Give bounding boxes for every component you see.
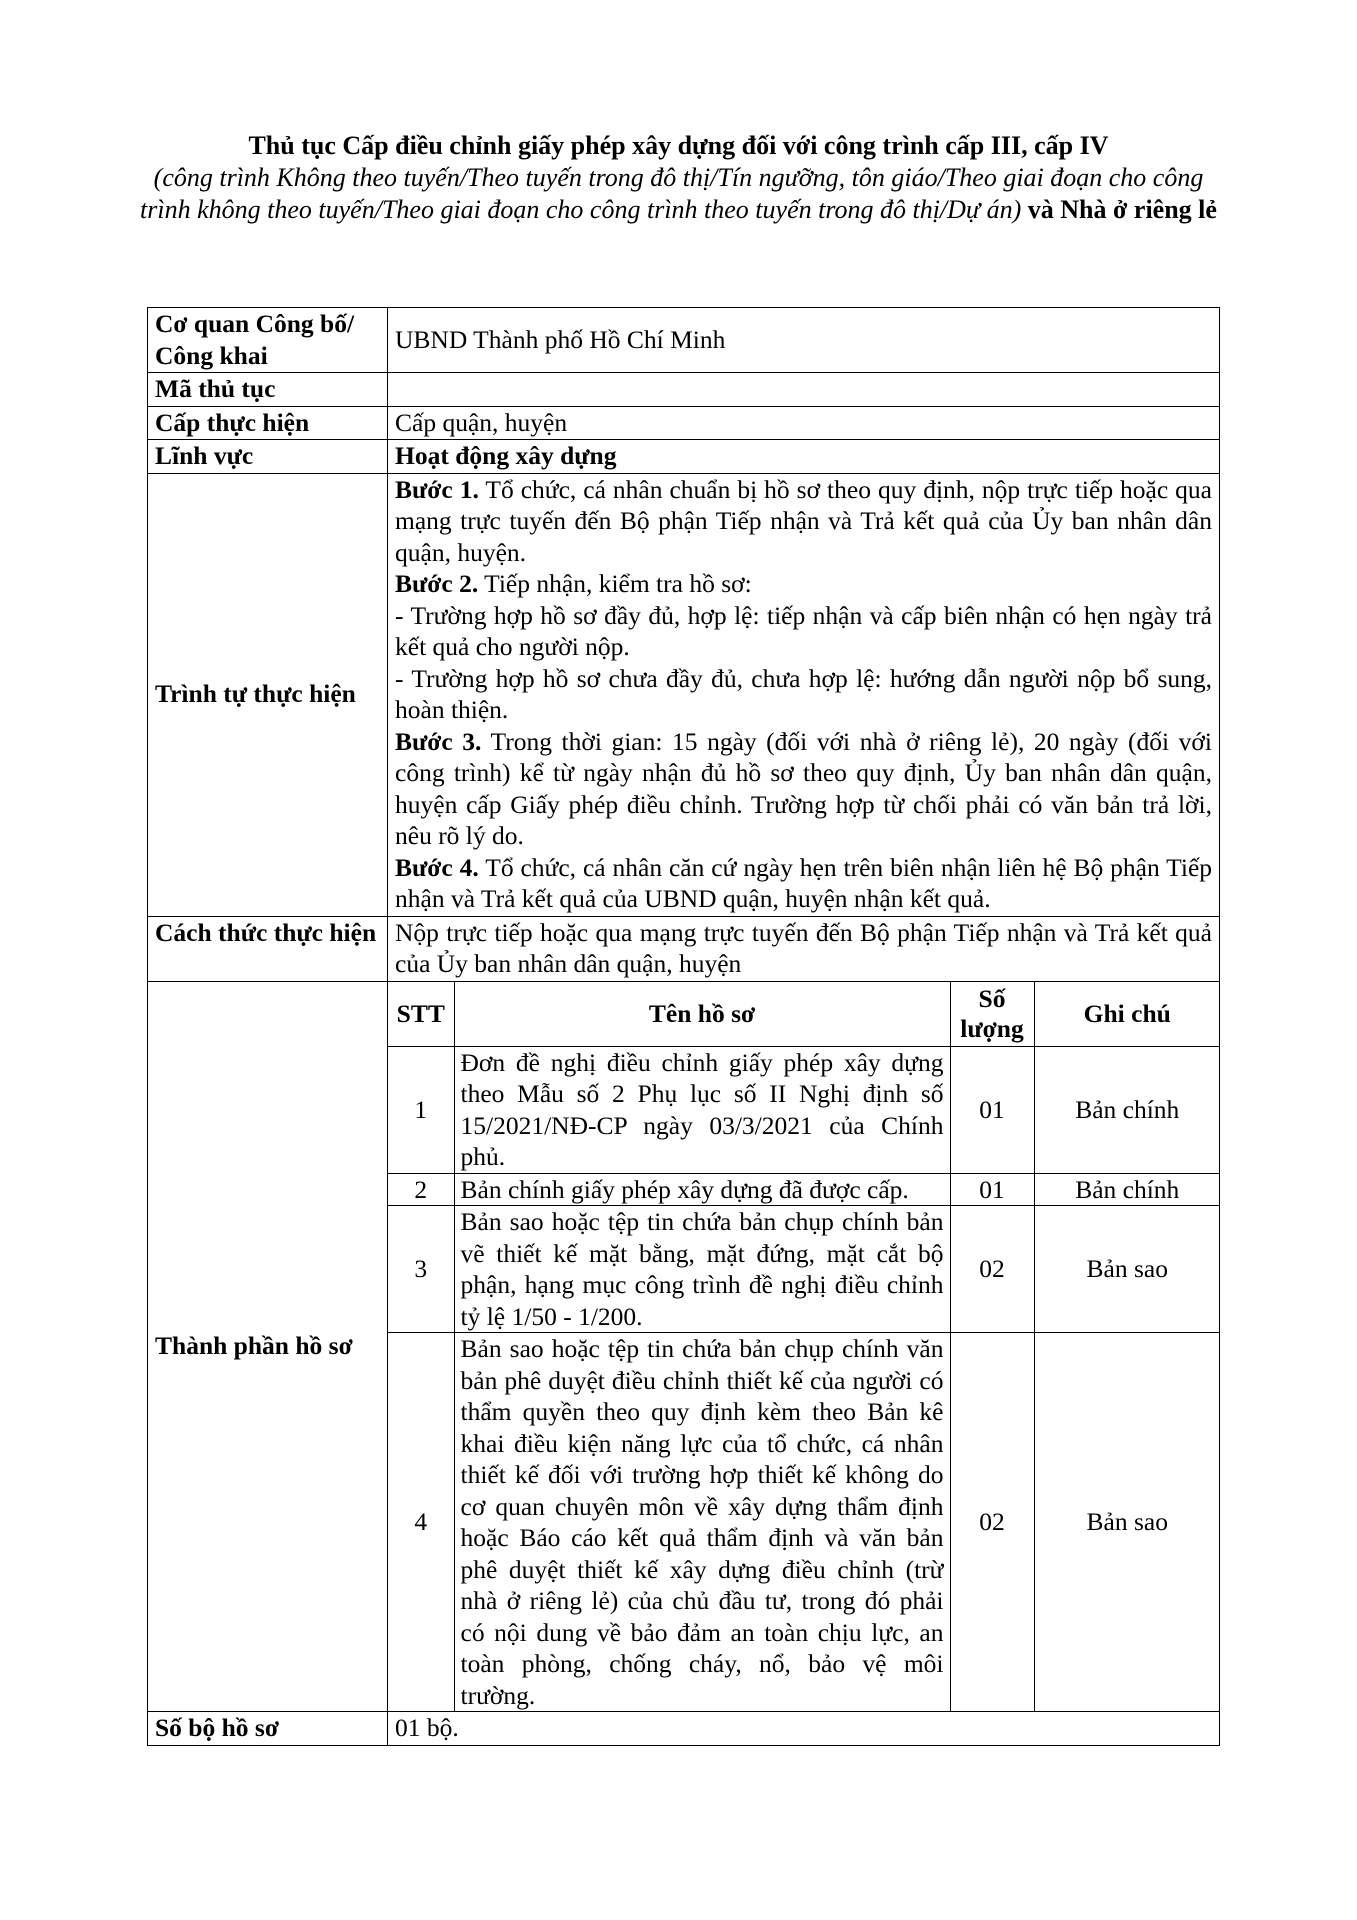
step-2-head: Bước 2. bbox=[395, 569, 479, 598]
value-cach-thuc: Nộp trực tiếp hoặc qua mạng trực tuyến đến Bộ phận Tiếp nhận và Trả kết quả của Ủy ban nhân dân quận, huyện bbox=[388, 916, 1220, 981]
item-2-stt: 2 bbox=[388, 1173, 454, 1206]
step-3-text: Trong thời gian: 15 ngày (đối với nhà ở riêng lẻ), 20 ngày (đối với công trình) kể từ ngày nhận đủ hồ sơ theo quy định, Ủy ban nhân dân quận, huyện cấp Giấy phép điều chỉnh. Trường hợp từ chối phải có văn bản trả lời, nêu rõ lý do. bbox=[395, 726, 1213, 850]
step-2 bbox=[395, 568, 1212, 600]
table-row bbox=[388, 1046, 1220, 1173]
label-ma-thu-tuc: Mã thủ tục bbox=[148, 373, 388, 407]
label-so-bo: Số bộ hồ sơ bbox=[148, 1712, 388, 1746]
item-1-so-luong: 01 bbox=[950, 1046, 1034, 1173]
label-cap-thuc-hien: Cấp thực hiện bbox=[148, 406, 388, 440]
item-2-ten: Bản chính giấy phép xây dựng đã được cấp. bbox=[454, 1173, 950, 1206]
row-cach-thuc bbox=[148, 916, 1220, 981]
item-2-ghi-chu: Bản chính bbox=[1034, 1173, 1220, 1206]
step-4-text: Tổ chức, cá nhân căn cứ ngày hẹn trên biên nhận liên hệ Bộ phận Tiếp nhận và Trả kết quả của UBND quận, huyện nhận kết quả. bbox=[395, 852, 1213, 913]
step-2-line-1: - Trường hợp hồ sơ đầy đủ, hợp lệ: tiếp nhận và cấp biên nhận có hẹn ngày trả kết quả cho người nộp. bbox=[395, 600, 1212, 661]
documents-header-row bbox=[388, 982, 1220, 1047]
step-4 bbox=[395, 852, 1212, 915]
step-3-head: Bước 3. bbox=[395, 726, 482, 756]
row-trinh-tu bbox=[148, 473, 1220, 916]
value-co-quan: UBND Thành phố Hồ Chí Minh bbox=[388, 308, 1220, 373]
title-bold-tail: và Nhà ở riêng lẻ bbox=[1027, 195, 1217, 224]
header-stt: STT bbox=[388, 982, 454, 1047]
step-2-line-2: - Trường hợp hồ sơ chưa đầy đủ, chưa hợp lệ: hướng dẫn người nộp bổ sung, hoàn thiện. bbox=[395, 663, 1212, 724]
label-trinh-tu: Trình tự thực hiện bbox=[148, 473, 388, 916]
item-1-stt: 1 bbox=[388, 1046, 454, 1173]
step-1-text: Tổ chức, cá nhân chuẩn bị hồ sơ theo quy định, nộp trực tiếp hoặc qua mạng trực tuyến đến Bộ phận Tiếp nhận và Trả kết quả của Ủy ban nhân dân quận, huyện. bbox=[395, 474, 1212, 567]
document-title bbox=[140, 130, 1217, 226]
item-1-ghi-chu: Bản chính bbox=[1034, 1046, 1220, 1173]
step-4-head: Bước 4. bbox=[395, 852, 479, 882]
step-2-text: Tiếp nhận, kiểm tra hồ sơ: bbox=[478, 569, 752, 598]
label-cach-thuc: Cách thức thực hiện bbox=[148, 916, 388, 981]
row-cap-thuc-hien bbox=[148, 406, 1220, 440]
header-ten-ho-so: Tên hồ sơ bbox=[454, 982, 950, 1047]
value-cap-thuc-hien: Cấp quận, huyện bbox=[388, 406, 1220, 440]
item-4-stt: 4 bbox=[388, 1333, 454, 1712]
value-thanh-phan bbox=[388, 981, 1220, 1712]
table-row bbox=[388, 1206, 1220, 1333]
item-3-ghi-chu: Bản sao bbox=[1034, 1206, 1220, 1333]
header-ghi-chu: Ghi chú bbox=[1034, 982, 1220, 1047]
step-1 bbox=[395, 474, 1212, 569]
value-linh-vuc: Hoạt động xây dựng bbox=[388, 440, 1220, 474]
item-3-stt: 3 bbox=[388, 1206, 454, 1333]
item-3-so-luong: 02 bbox=[950, 1206, 1034, 1333]
row-co-quan bbox=[148, 308, 1220, 373]
item-4-so-luong: 02 bbox=[950, 1333, 1034, 1712]
label-thanh-phan: Thành phần hồ sơ bbox=[148, 981, 388, 1712]
label-linh-vuc: Lĩnh vực bbox=[148, 440, 388, 474]
item-1-ten: Đơn đề nghị điều chỉnh giấy phép xây dựng theo Mẫu số 2 Phụ lục số II Nghị định số 15/2021/NĐ-CP ngày 03/3/2021 của Chính phủ. bbox=[454, 1046, 950, 1173]
step-1-head: Bước 1. bbox=[395, 474, 479, 504]
step-3 bbox=[395, 726, 1212, 852]
item-4-ghi-chu: Bản sao bbox=[1034, 1333, 1220, 1712]
header-so-luong: Số lượng bbox=[950, 982, 1034, 1047]
table-row bbox=[388, 1173, 1220, 1206]
row-linh-vuc bbox=[148, 440, 1220, 474]
title-main: Thủ tục Cấp điều chỉnh giấy phép xây dựng đối với công trình cấp III, cấp IV bbox=[248, 131, 1109, 160]
item-4-ten: Bản sao hoặc tệp tin chứa bản chụp chính văn bản phê duyệt điều chỉnh thiết kế của người có thẩm quyền theo quy định kèm theo Bản kê khai điều kiện năng lực của tổ chức, cá nhân thiết kế đối với trường hợp thiết kế không do cơ quan chuyên môn về xây dựng thẩm định hoặc Báo cáo kết quả thẩm định và văn bản phê duyệt thiết kế xây dựng điều chỉnh (trừ nhà ở riêng lẻ) của chủ đầu tư, trong đó phải có nội dung về bảo đảm an toàn chịu lực, an toàn phòng, chống cháy, nổ, bảo vệ môi trường. bbox=[454, 1333, 950, 1712]
row-ma-thu-tuc bbox=[148, 373, 1220, 407]
item-3-ten: Bản sao hoặc tệp tin chứa bản chụp chính bản vẽ thiết kế mặt bằng, mặt đứng, mặt cắt bộ phận, hạng mục công trình đề nghị điều chỉnh tỷ lệ 1/50 - 1/200. bbox=[454, 1206, 950, 1333]
row-so-bo bbox=[148, 1712, 1220, 1746]
item-2-so-luong: 01 bbox=[950, 1173, 1034, 1206]
value-so-bo: 01 bộ. bbox=[388, 1712, 1220, 1746]
table-row bbox=[388, 1333, 1220, 1712]
procedure-table bbox=[147, 307, 1220, 1746]
value-ma-thu-tuc bbox=[388, 373, 1220, 407]
label-co-quan: Cơ quan Công bố/ Công khai bbox=[148, 308, 388, 373]
title-italic: (công trình Không theo tuyến/Theo tuyến trong đô thị/Tín ngưỡng, tôn giáo/Theo giai đoạn cho công trình không theo tuyến/Theo giai đoạn cho công trình theo tuyến trong đô thị/Dự án) bbox=[140, 163, 1204, 224]
row-thanh-phan bbox=[148, 981, 1220, 1712]
documents-table bbox=[388, 982, 1220, 1712]
value-trinh-tu bbox=[388, 473, 1220, 916]
